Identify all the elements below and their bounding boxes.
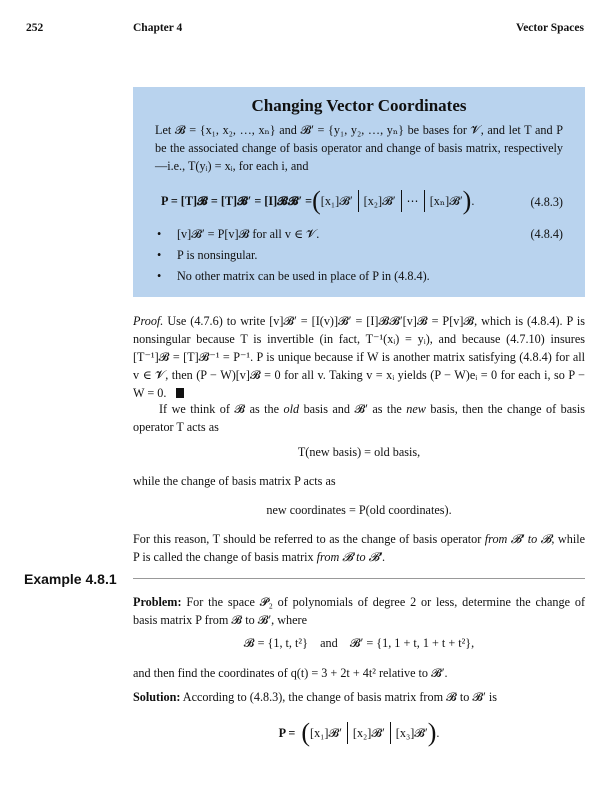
display-equation xyxy=(133,716,585,750)
display-equation xyxy=(133,501,585,519)
column-divider xyxy=(401,190,402,212)
text-run: , while P is called the change of basis matrix xyxy=(133,532,586,565)
column-divider xyxy=(358,190,359,212)
proof-paragraph xyxy=(133,312,585,402)
text-run: while the change of basis matrix P acts as xyxy=(133,474,336,488)
display-matrix: new coordinates = P(old coordinates). xyxy=(266,503,452,517)
text-run: and then find the coordinates of q(t) = 3 + 2t + 4t² relative to 𝓑′. xyxy=(133,666,448,680)
example-divider xyxy=(133,578,585,579)
box-intro: Let 𝓑 = {x₁, x₂, …, xₙ} and 𝓑′ = {y₁, y₂, …, yₙ} be bases for 𝓥, and let T and P be the associated change of basis operator and change of basis matrix, respectively—i.e., T(yᵢ) = xᵢ, for each i, and xyxy=(155,123,563,174)
equation-number: (4.8.3) xyxy=(530,195,563,210)
eq-col-2: [x₂]𝓑′ xyxy=(363,194,396,209)
column-divider xyxy=(390,722,391,744)
problem-label: Problem: xyxy=(133,595,182,609)
p-col-3: [x₃]𝓑′ xyxy=(395,725,428,740)
p-end: . xyxy=(436,725,440,740)
text-run: If we think of 𝓑 as the xyxy=(159,402,284,416)
left-paren: ( xyxy=(301,718,311,747)
example-problem xyxy=(133,593,585,629)
solution-text: According to (4.8.3), the change of basis matrix from 𝓑 to 𝓑′ is xyxy=(180,690,498,704)
property-list xyxy=(155,225,563,285)
example-label: Example 4.8.1 xyxy=(24,571,117,587)
text-run: For this reason, T should be referred to as the change of basis operator xyxy=(133,532,485,546)
emph-from: from 𝓑′ to 𝓑 xyxy=(484,532,552,546)
equation-lhs: P = [T]𝓑 = [T]𝓑′ = [I]𝓑𝓑′ = xyxy=(161,194,313,209)
bullet-icon: • xyxy=(157,227,162,242)
list-item xyxy=(155,246,563,264)
box-title: Changing Vector Coordinates xyxy=(251,96,467,115)
paragraph xyxy=(133,472,585,490)
problem-text: For the space 𝓟₂ of polynomials of degree 2 or less, determine the change of basis matrix P from 𝓑 to 𝓑′, where xyxy=(133,595,585,628)
equation-4-8-3: P = [T]𝓑 = [T]𝓑′ = [I]𝓑𝓑′ = ( [x₁]𝓑′ [x₂]𝓑′ ⋯ [xₙ]𝓑′ ) . (4.8.3) xyxy=(161,186,563,216)
solution-label: Solution: xyxy=(133,690,181,704)
list-item-text: No other matrix can be used in place of P in (4.8.4). xyxy=(177,269,430,284)
qed-icon xyxy=(176,388,184,398)
display-operator: T(new basis) = old basis, xyxy=(297,445,421,459)
emph-new: new xyxy=(406,402,426,416)
proof-text: Use (4.7.6) to write [v]𝓑′ = [I(v)]𝓑′ = [I]𝓑𝓑′[v]𝓑 = P[v]𝓑, which is (4.8.4). P is nonsingular because T is invertible (in fact, T⁻¹(xᵢ) = yᵢ), and because (4.7.10) insures [T⁻¹]𝓑 = [T]𝓑⁻¹ = P⁻¹. P is unique because if W is another matrix satisfying (4.8.4) for all v ∈ 𝓥, then (P − W)[v]𝓑 = 0 for all v. Taking v = xᵢ yields (P − W)eᵢ = 0 for each i, so P − W = 0. xyxy=(133,314,585,401)
paragraph xyxy=(133,664,585,682)
list-item xyxy=(155,267,563,285)
column-divider xyxy=(347,722,348,744)
display-bases: 𝓑 = {1, t, t²} and 𝓑′ = {1, 1 + t, 1 + t + t²}, xyxy=(243,636,475,650)
eq-col-4: [xₙ]𝓑′ xyxy=(429,194,463,209)
display-equation xyxy=(133,634,585,652)
display-equation xyxy=(133,443,585,461)
emph-old: old xyxy=(283,402,300,416)
p-col-2: [x₂]𝓑′ xyxy=(352,725,385,740)
emph-from: from 𝓑 to 𝓑′ xyxy=(316,550,383,565)
list-item-text: P is nonsingular. xyxy=(177,248,258,263)
chapter-title: Chapter 4 xyxy=(133,22,183,34)
right-paren: ) xyxy=(427,718,437,747)
theorem-box xyxy=(133,87,585,297)
paragraph-old-new xyxy=(133,400,585,436)
list-item-number: (4.8.4) xyxy=(530,227,563,242)
example-solution xyxy=(133,688,585,706)
column-divider xyxy=(424,190,425,212)
list-item xyxy=(155,225,563,243)
section-title: Vector Spaces xyxy=(515,22,584,34)
p-lhs: P = xyxy=(278,725,296,740)
paragraph xyxy=(133,530,585,566)
bullet-icon: • xyxy=(157,248,162,263)
eq-col-1: [x₁]𝓑′ xyxy=(320,194,353,209)
left-paren: ( xyxy=(312,186,321,216)
p-col-1: [x₁]𝓑′ xyxy=(310,725,342,740)
proof-label: Proof. xyxy=(133,314,164,328)
bullet-icon: • xyxy=(157,269,162,284)
text-run: basis and 𝓑′ as the xyxy=(299,402,407,416)
right-paren: ) xyxy=(462,186,472,216)
list-item-text: [v]𝓑′ = P[v]𝓑 for all v ∈ 𝓥. xyxy=(177,227,320,242)
eq-col-3: ⋯ xyxy=(406,194,419,209)
text-run: basis, then the change of basis operator T acts as xyxy=(133,402,585,435)
page-number: 252 xyxy=(26,22,44,34)
text-run: . xyxy=(382,550,386,565)
